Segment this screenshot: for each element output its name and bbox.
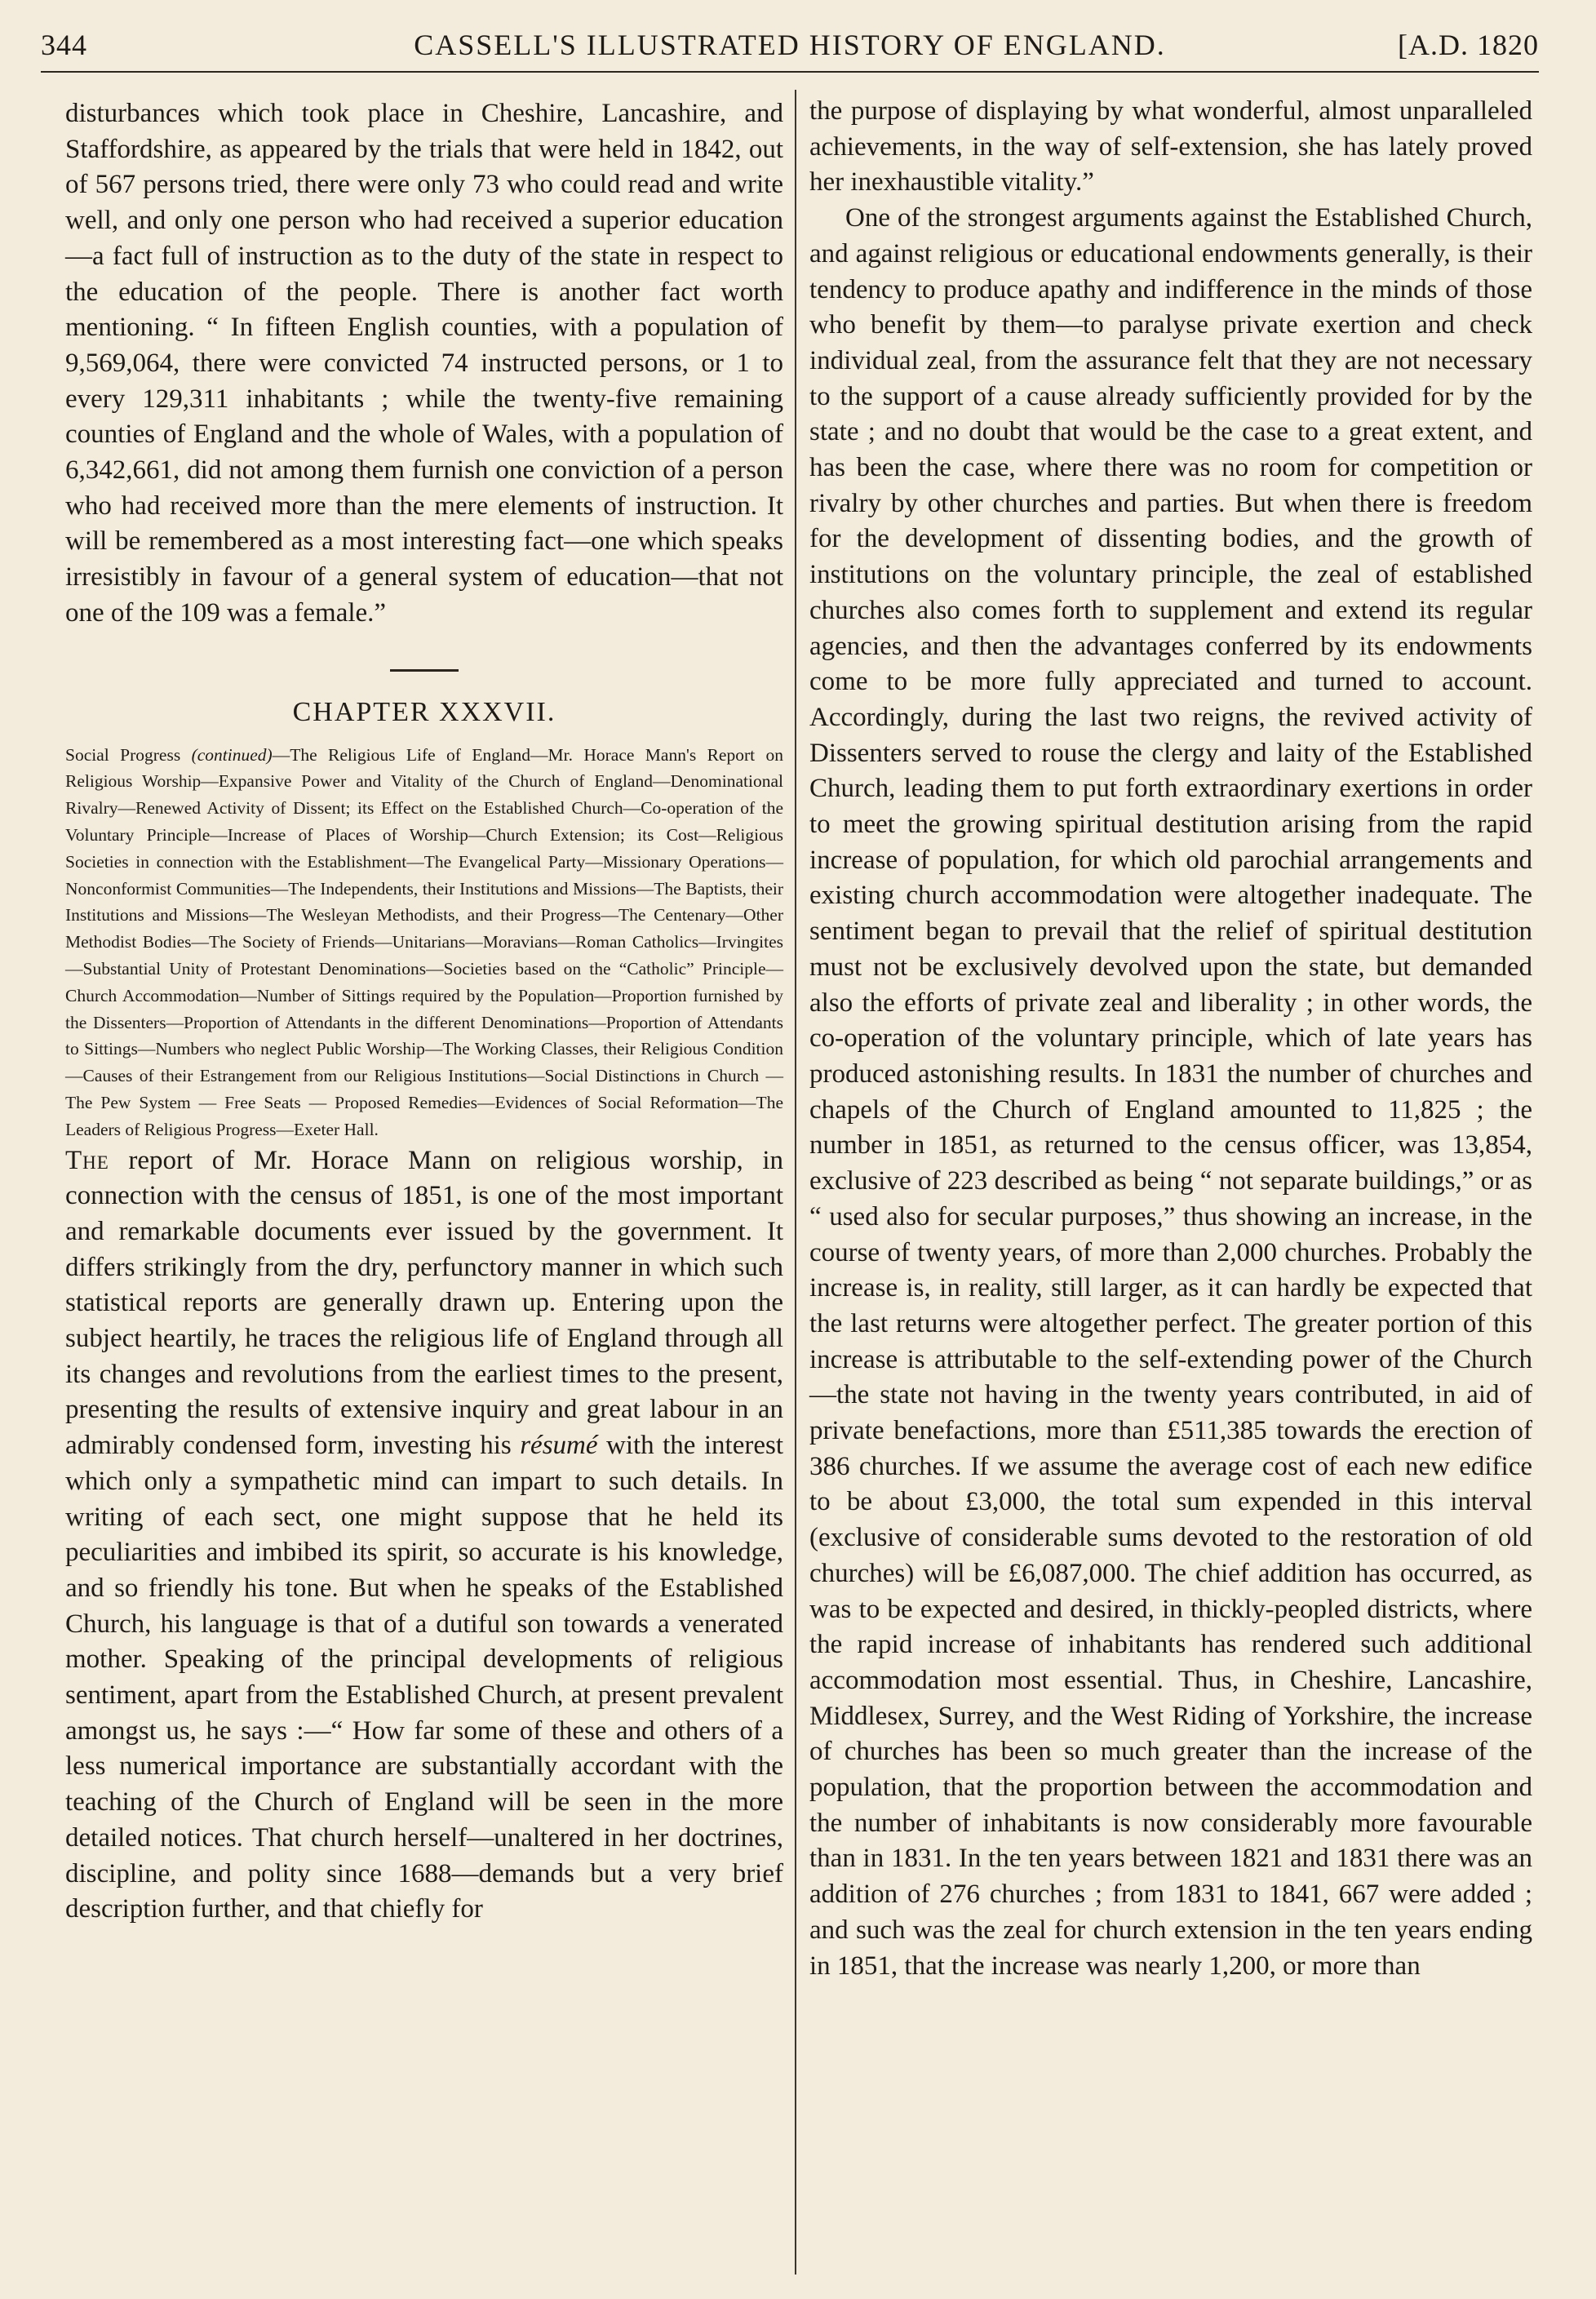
right-column bbox=[809, 94, 1532, 1984]
running-title: CASSELL'S ILLUSTRATED HISTORY OF ENGLAND. bbox=[414, 29, 1166, 61]
chapter-summary bbox=[65, 742, 783, 1143]
left-paragraph-2 bbox=[65, 1143, 783, 1928]
summary-body: —The Religious Life of England—Mr. Horace Mann's Report on Religious Worship—Expansive Power and Vitality of the Church of England—Denominational Rivalry—Renewed Activity of Dissent; its Effect on the Established Church—Co-operation of the Voluntary Principle—Increase of Places of Worship—Church Extension; its Cost—Religious Societies in connection with the Establishment—The Evangelical Party—Missionary Operations—Nonconformist Communities—The Independents, their Institutions and Missions—The Baptists, their Institutions and Missions—The Wesleyan Methodists, and their Progress—The Centenary—Other Methodist Bodies—The Society of Friends—Unitarians—Moravians—Roman Catholics—Irvingites—Substantial Unity of Protestant Denominations—Societies based on the “Catholic” Principle—Church Accommodation—Number of Sittings required by the Population—Proportion furnished by the Dissenters—Proportion of Attendants in the different Denominations—Proportion of Attendants to Sittings—Numbers who neglect Public Worship—The Working Classes, their Religious Condition—Causes of their Estrangement from our Religious Institutions—Social Distinctions in Church — The Pew System — Free Seats — Proposed Remedies—Evidences of Social Reformation—The Leaders of Religious Progress—Exeter Hall. bbox=[65, 744, 784, 1139]
p2-resume: résumé bbox=[520, 1431, 598, 1461]
section-rule bbox=[390, 669, 459, 672]
right-paragraph-1: the purpose of displaying by what wonderful, almost unparalleled achievements, in the way of self-extension, she has lately proved her inexhaustible vitality.” bbox=[809, 96, 1532, 198]
column-divider bbox=[795, 90, 796, 2275]
left-column bbox=[65, 96, 783, 1928]
summary-lead: Social Progress bbox=[65, 744, 181, 765]
page-number: 344 bbox=[41, 29, 87, 61]
p2-text-b: with the interest which only a sympathetic mind can impart to such details. In writing of each sect, one might suppose that he held its peculiarities and imbibed its spirit, so accurate is his knowledge, and so friendly his tone. But when he speaks of the Established Church, his language is that of a dutiful son towards a venerated mother. Speaking of the principal developments of religious sentiment, apart from the Established Church, at present prevalent amongst us, he says :—“ How far some of these and others of a less numerical importance are substantially accordant with the teaching of the Church of England will be seen in the more detailed notices. That church herself—unaltered in her doctrines, discipline, and polity since 1688—demands but a very brief description further, and that chiefly for bbox=[65, 1431, 783, 1924]
running-header bbox=[41, 24, 1539, 65]
p2-text-a: report of Mr. Horace Mann on religious worship, in connection with the census of 1851, is one of the most important and remarkable documents ever issued by the government. It differs strikingly from the dry, perfunctory manner in which such statistical reports are generally drawn up. Entering upon the subject heartily, he traces the religious life of England through all its changes and revolutions from the earliest times to the present, presenting the results of extensive inquiry and great labour in an admirably condensed form, investing his bbox=[65, 1145, 784, 1461]
right-paragraph-2: One of the strongest arguments against the Established Church, and against religious or educational endowments generally, is their tendency to produce apathy and indifference in the minds of those who benefit by them—to paralyse private exertion and check individual zeal, from the assurance felt that they are not necessary to the support of a cause already sufficiently provided for by the state ; and no doubt that would be the case to a great extent, and has been the case, where there was no room for competition or rivalry by other churches and parties. But when there is freedom for the development of dissenting bodies, and the growth of institutions on the voluntary principle, the zeal of established churches also comes forth to supplement and extend its regular agencies, and then the advantages conferred by its endowments come to be more fully appreciated and turned to account. Accordingly, during the last two reigns, the revived activity of Dissenters served to rouse the clergy and laity of the Established Church, leading them to put forth extraordinary exertions in order to meet the growing spiritual destitution arising from the rapid increase of population, for which old parochial arrangements and existing church accommodation were altogether inadequate. The sentiment began to prevail that the relief of spiritual destitution must not be exclusively devolved upon the state, but demanded also the efforts of private zeal and liberality ; in other words, the co-operation of the voluntary principle, which of late years has produced astonishing results. In 1831 the number of churches and chapels of the Church of England amounted to 11,825 ; the number in 1851, as returned to the census officer, was 13,854, exclusive of 223 described as being “ not separate buildings,” or as “ used also for secular purposes,” thus showing an increase, in the course of twenty years, of more than 2,000 churches. Probably the increase is, in reality, still larger, as it can hardly be expected that the last returns were altogether perfect. The greater portion of this increase is attributable to the self-extending power of the Church—the state not having in the twenty years contributed, in aid of private benefactions, more than £511,385 towards the erection of 386 churches. If we assume the average cost of each new edifice to be about £3,000, the total sum expended in this interval (exclusive of considerable sums devoted to the restoration of old churches) will be £6,087,000. The chief addition has occurred, as was to be expected and desired, in thickly-peopled districts, where the rapid increase of inhabitants has rendered such additional accommodation most essential. Thus, in Cheshire, Lancashire, Middlesex, Surrey, and the West Riding of Yorkshire, the increase of churches has been so much greater than the increase of the population, that the proportion between the accommodation and the number of inhabitants is now considerably more favourable than in 1831. In the ten years between 1821 and 1831 there was an addition of 276 churches ; from 1831 to 1841, 667 were added ; and such was the zeal for church extension in the ten years ending in 1851, that the increase was nearly 1,200, or more than bbox=[809, 203, 1532, 1981]
left-paragraph-1: disturbances which took place in Cheshire, Lancashire, and Staffordshire, as appeared by the trials that were held in 1842, out of 567 persons tried, there were only 73 who could read and write well, and only one person who had received a superior education—a fact full of instruction as to the duty of the state in respect to the education of the people. There is another fact worth mentioning. “ In fifteen English counties, with a population of 9,569,064, there were convicted 74 instructed persons, or 1 to every 129,311 inhabitants ; while the twenty-five remaining counties of England and the whole of Wales, with a population of 6,342,661, did not among them furnish one conviction of a person who had received more than the mere elements of instruction. It will be remembered as a most interesting fact—one which speaks irresistibly in favour of a general system of education—that not one of the 109 was a female.” bbox=[65, 99, 783, 628]
summary-continued: (continued) bbox=[191, 744, 273, 765]
running-date: [A.D. 1820 bbox=[1398, 29, 1539, 61]
chapter-title: CHAPTER XXXVII. bbox=[292, 696, 556, 727]
header-rule bbox=[41, 71, 1539, 73]
opening-word: The bbox=[65, 1145, 109, 1175]
